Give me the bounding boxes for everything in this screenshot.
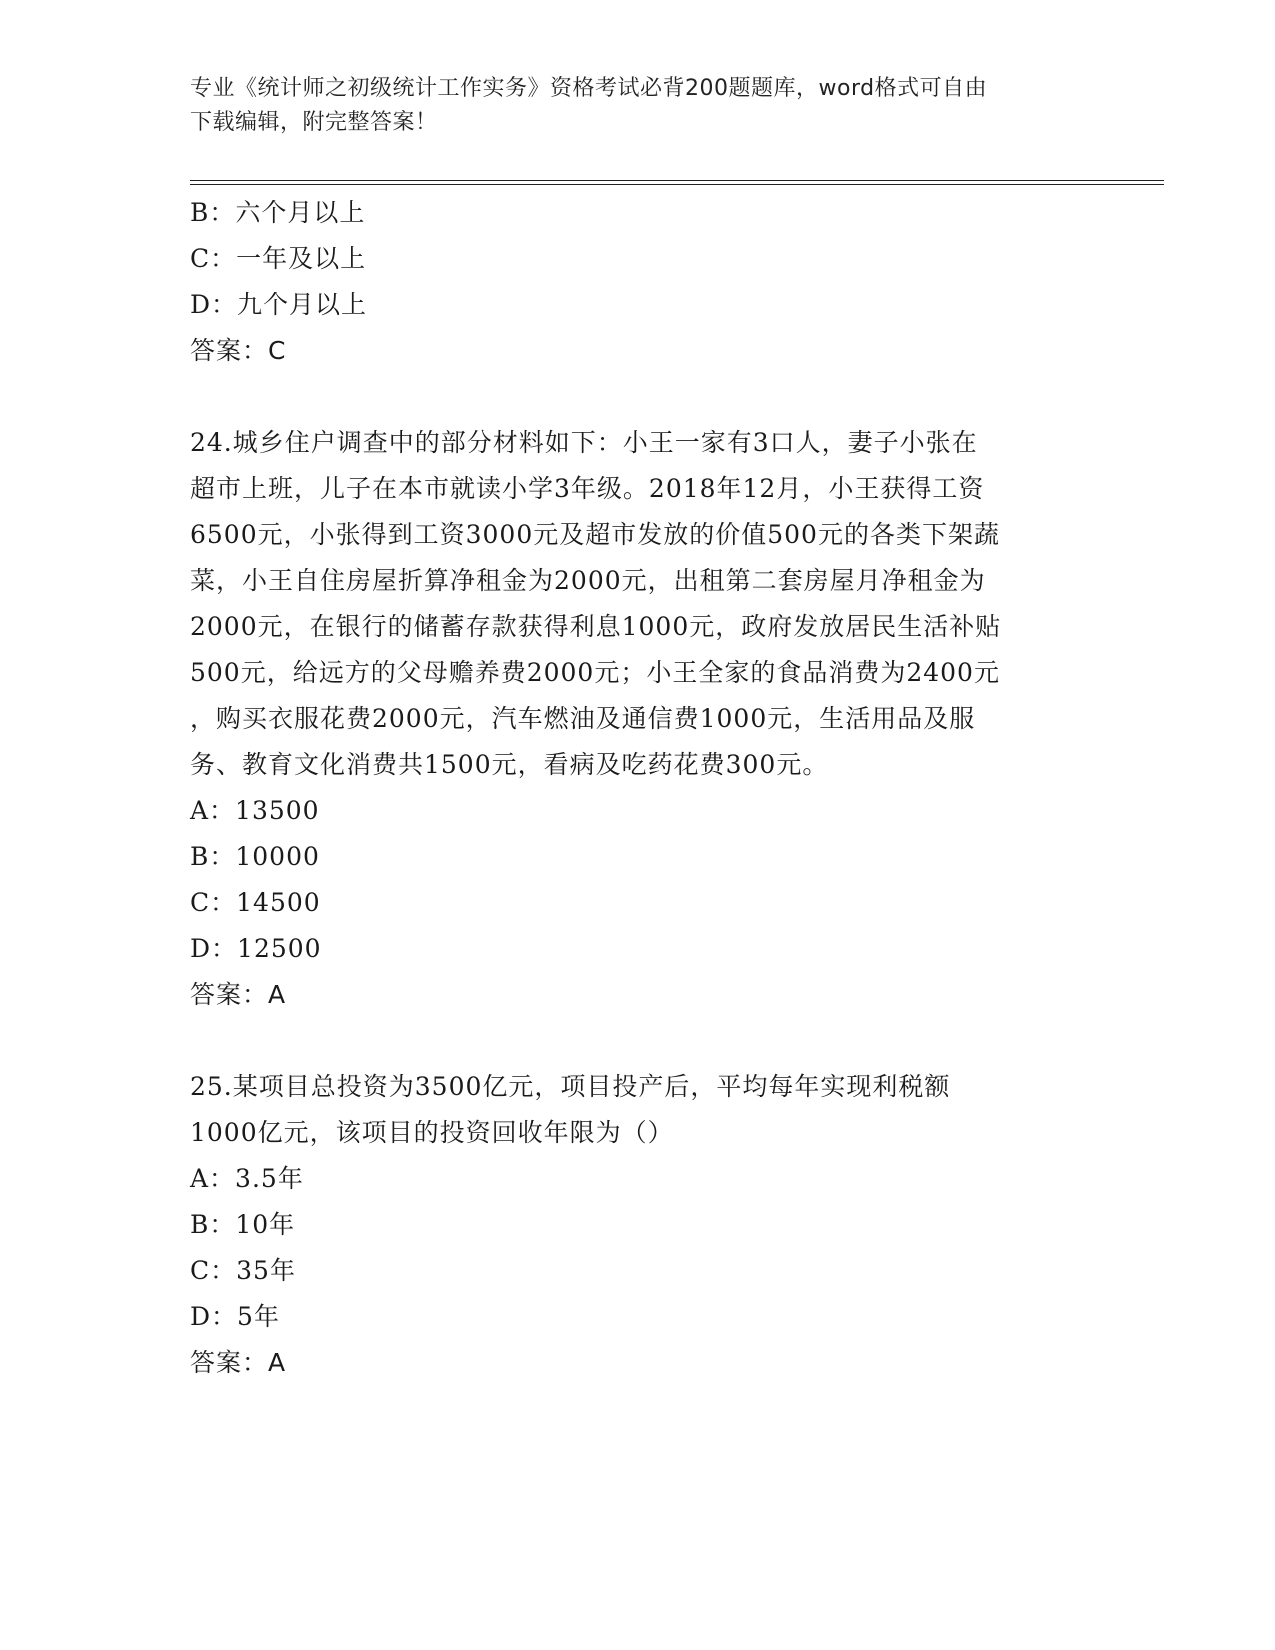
stem-line: 24.城乡住户调查中的部分材料如下：小王一家有3口人，妻子小张在 [190, 428, 978, 457]
header-divider-top [190, 180, 1164, 181]
header-line-2: 下载编辑，附完整答案！ [190, 110, 438, 135]
question-23-tail [190, 190, 1090, 374]
question-stem [190, 420, 1090, 788]
stem-line: 6500元，小张得到工资3000元及超市发放的价值500元的各类下架蔬 [190, 520, 1000, 549]
stem-line: 务、教育文化消费共1500元，看病及吃药花费300元。 [190, 750, 829, 779]
answer-line: 答案：A [190, 980, 287, 1009]
option-b: B：六个月以上 [190, 198, 366, 227]
spacer [190, 374, 1090, 420]
document-header [190, 72, 1090, 140]
stem-line: 500元，给远方的父母赡养费2000元；小王全家的食品消费为2400元 [190, 658, 1000, 687]
option-b: B：10000 [190, 842, 320, 871]
option-c: C：一年及以上 [190, 244, 367, 273]
option-b: B：10年 [190, 1210, 296, 1239]
stem-line: 菜，小王自住房屋折算净租金为2000元，出租第二套房屋月净租金为 [190, 566, 986, 595]
stem-line: 超市上班，儿子在本市就读小学3年级。2018年12月，小王获得工资 [190, 474, 985, 503]
header-line-1: 专业《统计师之初级统计工作实务》资格考试必背200题题库，word格式可自由 [190, 76, 988, 101]
option-c: C：35年 [190, 1256, 296, 1285]
answer-line: 答案：A [190, 1348, 287, 1377]
option-d: D：12500 [190, 934, 322, 963]
option-a: A：3.5年 [190, 1164, 304, 1193]
stem-line: ，购买衣服花费2000元，汽车燃油及通信费1000元，生活用品及服 [190, 704, 976, 733]
question-stem [190, 1064, 1090, 1156]
option-d: D：5年 [190, 1302, 280, 1331]
document-body [190, 190, 1090, 1386]
spacer [190, 1018, 1090, 1064]
answer-line: 答案：C [190, 336, 287, 365]
option-c: C：14500 [190, 888, 321, 917]
question-25 [190, 1064, 1090, 1386]
stem-line: 1000亿元，该项目的投资回收年限为（） [190, 1118, 674, 1147]
header-divider-bottom [190, 184, 1164, 185]
question-24 [190, 420, 1090, 1018]
option-a: A：13500 [190, 796, 320, 825]
stem-line: 2000元，在银行的储蓄存款获得利息1000元，政府发放居民生活补贴 [190, 612, 1002, 641]
stem-line: 25.某项目总投资为3500亿元，项目投产后，平均每年实现利税额 [190, 1072, 951, 1101]
option-d: D：九个月以上 [190, 290, 368, 319]
